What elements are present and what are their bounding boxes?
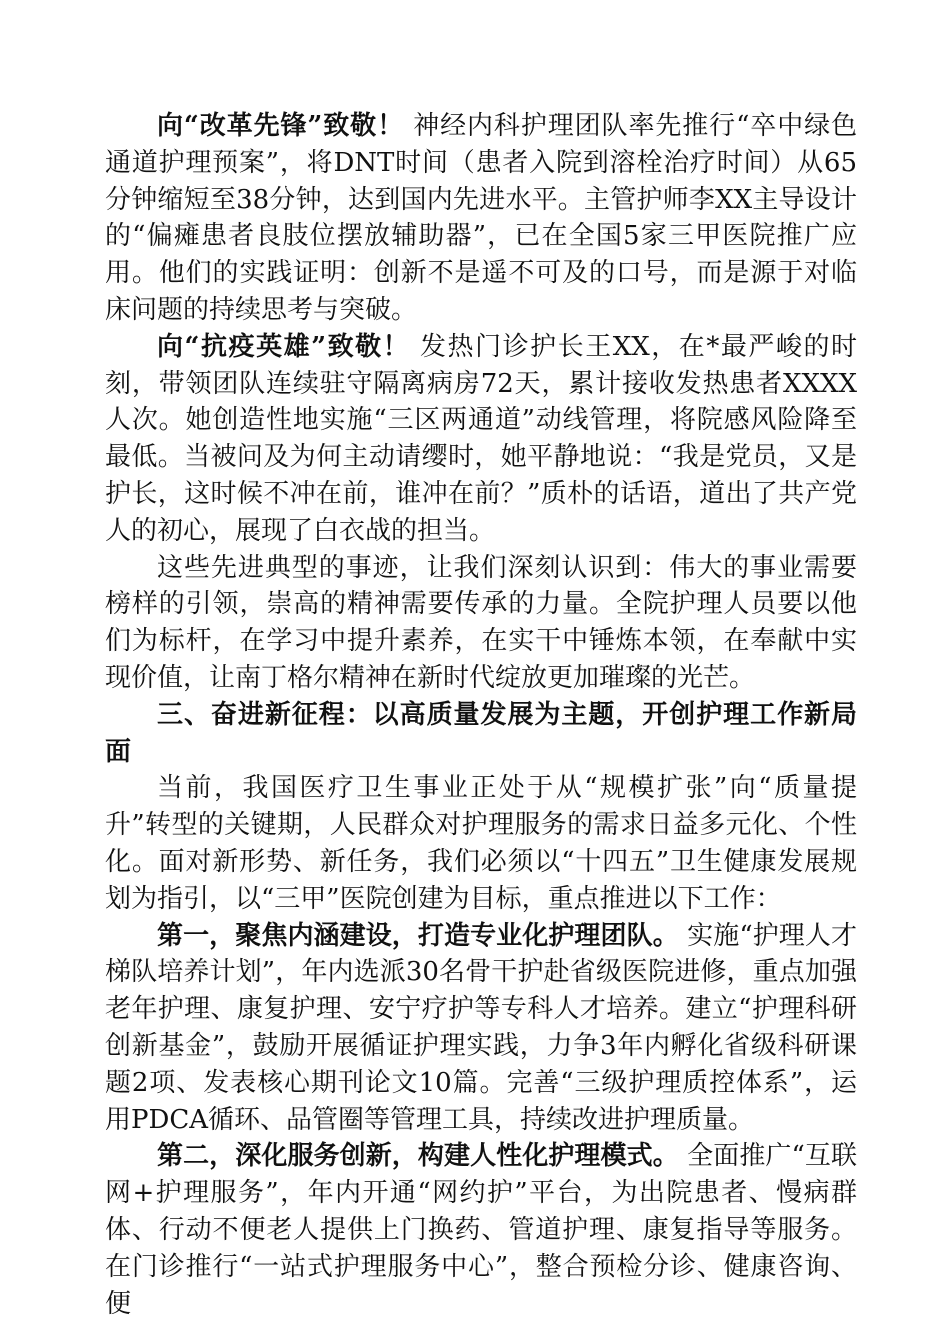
paragraph-text: 这些先进典型的事迹，让我们深刻认识到：伟大的事业需要榜样的引领，崇高的精神需要传承的力量。全院护理人员要以他们为标杆，在学习中提升素养，在实干中锤炼本领，在奉献中实现价值，让南丁格尔精神在新时代绽放更加璀璨的光芒。 (105, 552, 857, 693)
document-page (105, 108, 857, 1322)
paragraph-text: 当前，我国医疗卫生事业正处于从“规模扩张”向“质量提升”转型的关键期，人民群众对护理服务的需求日益多元化、个性化。面对新形势、新任务，我们必须以“十四五”卫生健康发展规划为指引，以“三甲”医院创建为目标，重点推进以下工作： (105, 773, 857, 914)
paragraph-first-task (105, 918, 857, 1139)
paragraph-text: 神经内科护理团队率先推行“卒中绿色通道护理预案”，将DNT时间（患者入院到溶栓治疗时间）从65分钟缩短至38分钟，达到国内先进水平。主管护师李XX主导设计的“偏瘫患者良肢位摆放辅助器”，已在全国5家三甲医院推广应用。他们的实践证明：创新不是遥不可及的口号，而是源于对临床问题的持续思考与突破。 (105, 111, 858, 325)
paragraph-text: 全面推广“互联网+护理服务”，年内开通“网约护”平台，为出院患者、慢病群体、行动不便老人提供上门换药、管道护理、康复指导等服务。在门诊推行“一站式护理服务中心”，整合预检分诊、健康咨询、便 (105, 1141, 857, 1319)
paragraph-current-situation (105, 770, 857, 917)
paragraph-lead: 第一，聚焦内涵建设，打造专业化护理团队。 (157, 920, 679, 951)
paragraph-reform-pioneer (105, 108, 857, 329)
paragraph-lead: 向“改革先锋”致敬！ (157, 111, 404, 141)
paragraph-lead: 第二，深化服务创新，构建人性化护理模式。 (157, 1141, 679, 1172)
section-heading: 三、奋进新征程：以高质量发展为主题，开创护理工作新局面 (105, 699, 857, 767)
paragraph-text: 实施“护理人才梯队培养计划”，年内选派30名骨干护赴省级医院进修，重点加强老年护理、康复护理、安宁疗护等专科人才培养。建立“护理科研创新基金”，鼓励开展循证护理实践，力争3年内孵化省级科研课题2项、发表核心期刊论文10篇。完善“三级护理质控体系”，运用PDCA循环、品管圈等管理工具，持续改进护理质量。 (105, 920, 857, 1135)
paragraph-text: 发热门诊护长王XX，在*最严峻的时刻，带领团队连续驻守隔离病房72天，累计接收发热患者XXXX人次。她创造性地实施“三区两通道”动线管理，将院感风险降至最低。当被问及为何主动请缨时，她平静地说：“我是党员，又是护长，这时候不冲在前，谁冲在前？”质朴的话语，道出了共产党人的初心，展现了白衣战的担当。 (105, 331, 857, 546)
paragraph-lead: 向“抗疫英雄”致敬！ (157, 331, 411, 362)
paragraph-anti-epidemic-hero (105, 329, 857, 550)
paragraph-role-models (105, 550, 857, 697)
paragraph-second-task (105, 1138, 857, 1322)
